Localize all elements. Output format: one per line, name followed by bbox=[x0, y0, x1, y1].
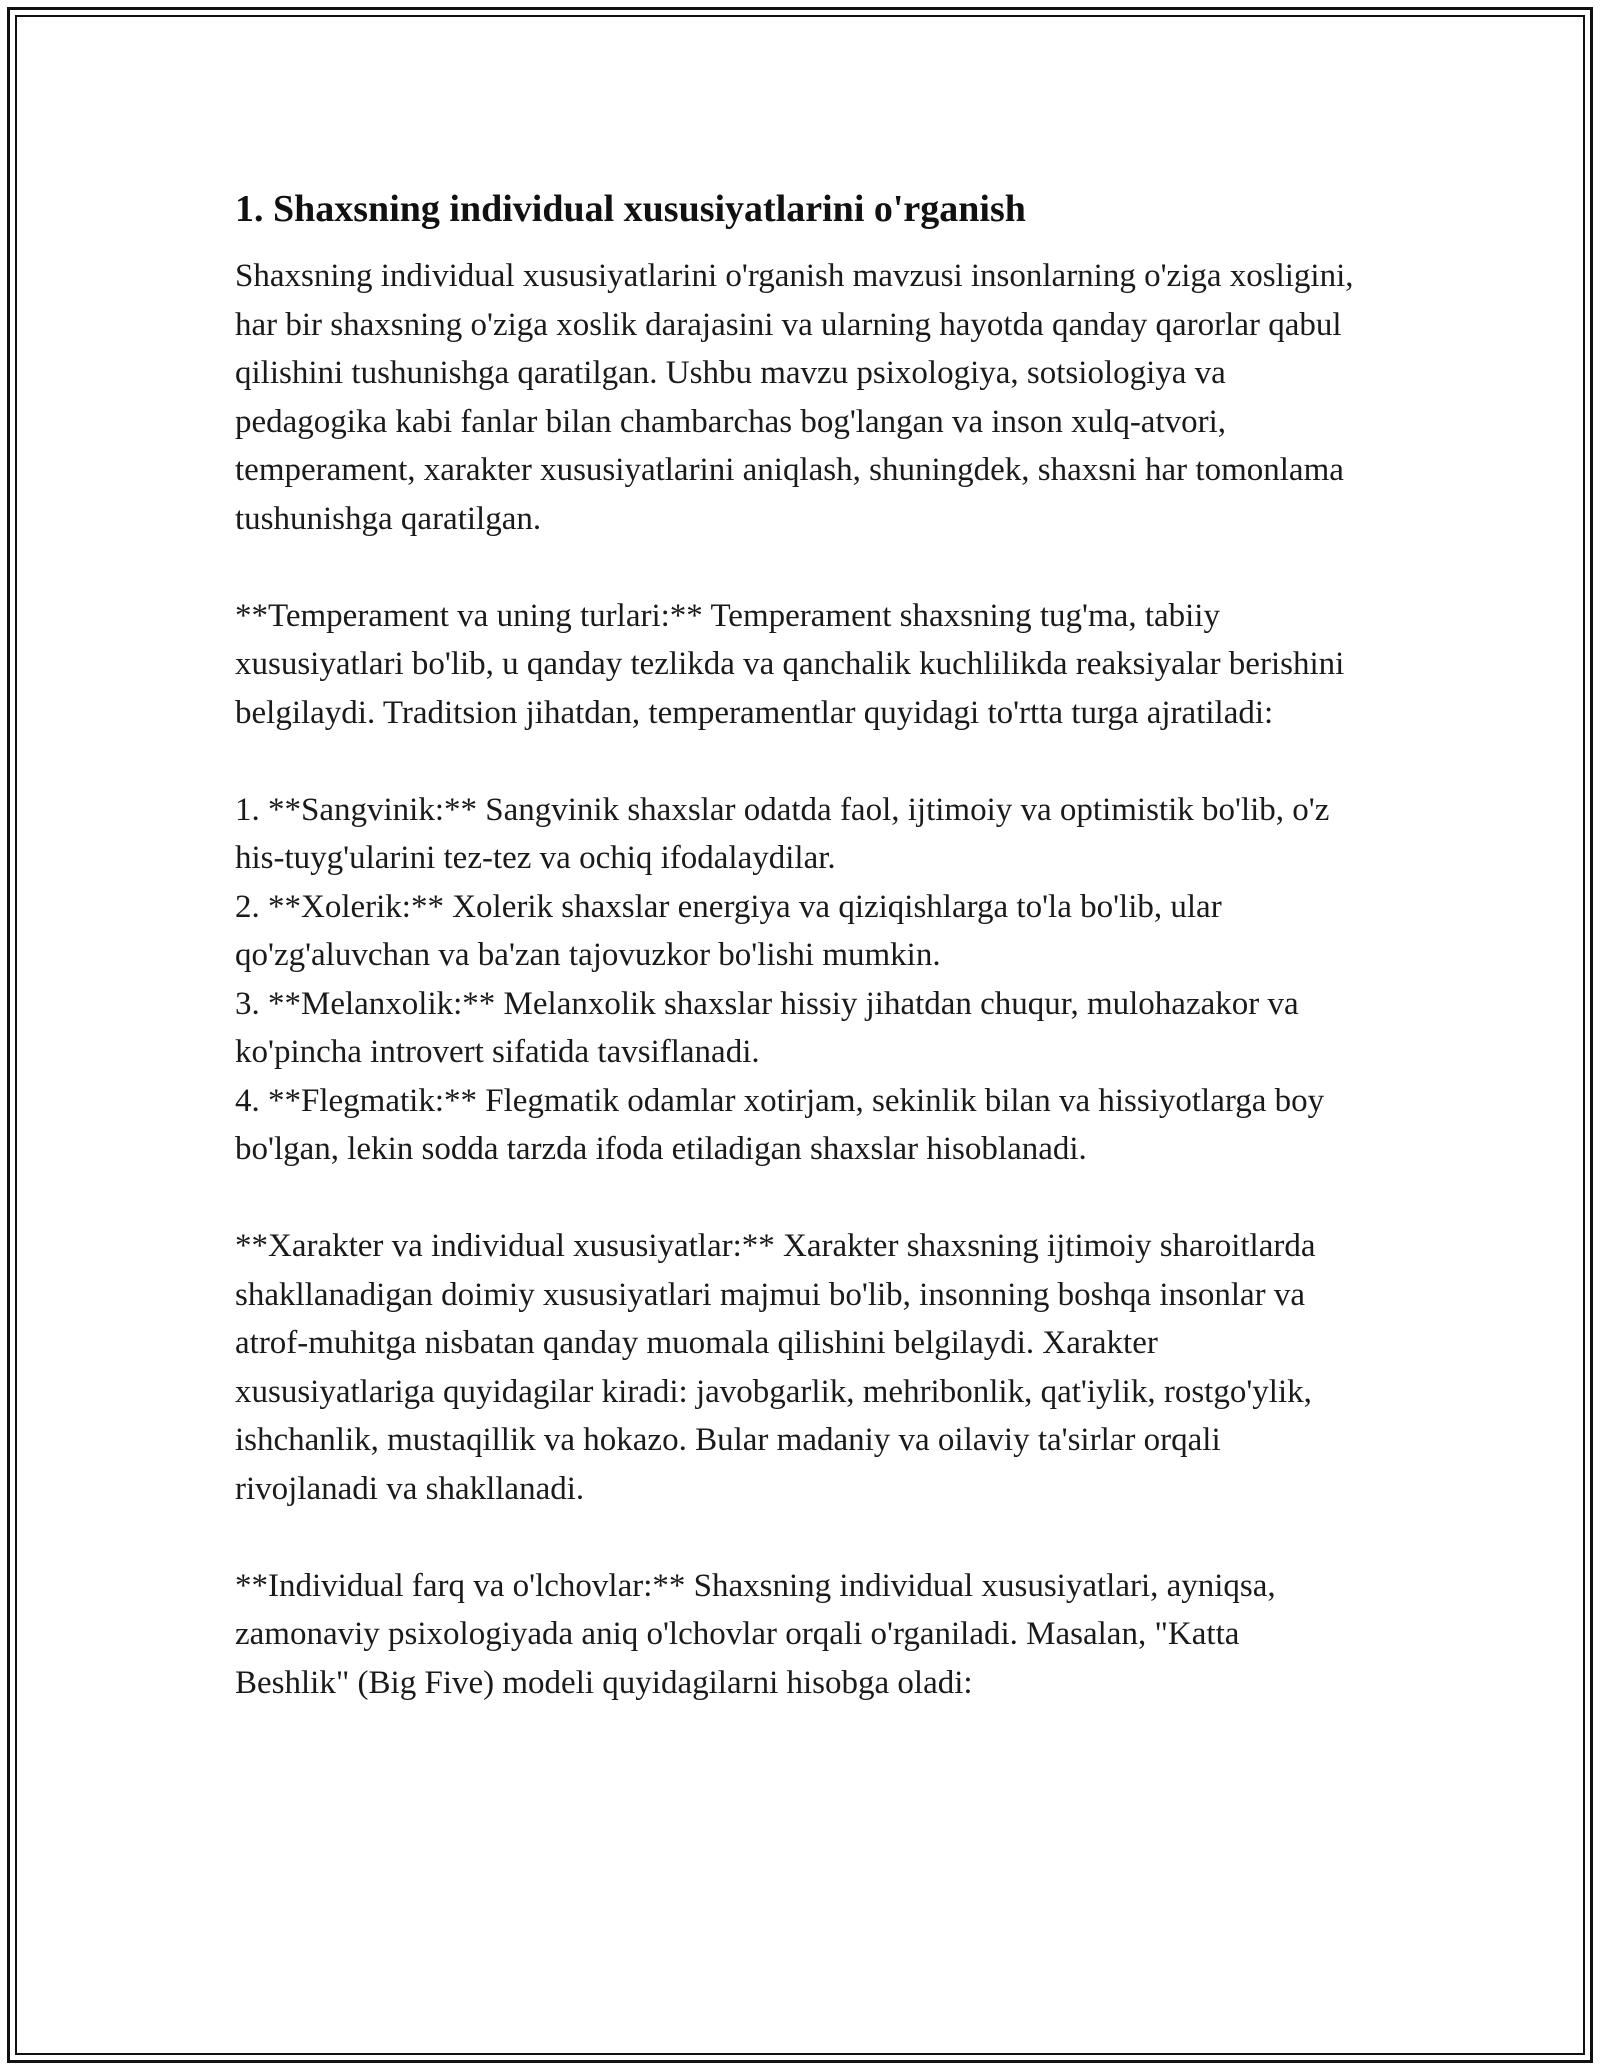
paragraph-spacer bbox=[235, 1174, 1355, 1223]
list-item-xolerik: 2. **Xolerik:** Xolerik shaxslar energiya va qiziqishlarga to'la bo'lib, ular qo'zg'aluvchan va ba'zan tajovuzkor bo'lishi mumkin. bbox=[235, 888, 1222, 973]
character-paragraph: **Xarakter va individual xususiyatlar:** Xarakter shaxsning ijtimoiy sharoitlarda shakllanadigan doimiy xususiyatlari majmui bo'lib, insonning boshqa insonlar va atrof-muhitga nisbatan qanday muomala qilishini belgilaydi. Xarakter xususiyatlariga quyidagilar kiradi: javobgarlik, mehribonlik, qat'iylik, rostgo'ylik, ishchanlik, mustaqillik va hokazo. Bular madaniy va oilaviy ta'sirlar orqali rivojlanadi va shakllanadi. bbox=[235, 1228, 1316, 1507]
paragraph-spacer bbox=[235, 1513, 1355, 1562]
list-item-melanxolik: 3. **Melanxolik:** Melanxolik shaxslar hissiy jihatdan chuqur, mulohazakor va ko'pincha introvert sifatida tavsiflanadi. bbox=[235, 985, 1299, 1070]
paragraph-spacer bbox=[235, 737, 1355, 786]
measures-paragraph: **Individual farq va o'lchovlar:** Shaxsning individual xususiyatlari, ayniqsa, zamonaviy psixologiyada aniq o'lchovlar orqali o'rganiladi. Masalan, "Katta Beshlik" (Big Five) modeli quyidagilarni hisobga oladi: bbox=[235, 1567, 1276, 1701]
page-title: 1. Shaxsning individual xususiyatlarini o'rganish bbox=[235, 188, 1026, 230]
list-item-flegmatik: 4. **Flegmatik:** Flegmatik odamlar xotirjam, sekinlik bilan va hissiyotlarga boy bo'lgan, lekin sodda tarzda ifoda etiladigan shaxslar hisoblanadi. bbox=[235, 1082, 1325, 1167]
document-body bbox=[235, 186, 1355, 1707]
paragraph-spacer bbox=[235, 543, 1355, 592]
temperament-paragraph: **Temperament va uning turlari:** Temperament shaxsning tug'ma, tabiiy xususiyatlari bo'lib, u qanday tezlikda va qanchalik kuchlilikda reaksiyalar berishini belgilaydi. Traditsion jihatdan, temperamentlar quyidagi to'rtta turga ajratiladi: bbox=[235, 597, 1345, 731]
intro-paragraph: Shaxsning individual xususiyatlarini o'rganish mavzusi insonlarning o'ziga xosligini, har bir shaxsning o'ziga xoslik darajasini va ularning hayotda qanday qarorlar qabul qilishini tushunishga qaratilgan. Ushbu mavzu psixologiya, sotsiologiya va pedagogika kabi fanlar bilan chambarchas bog'langan va inson xulq-atvori, temperament, xarakter xususiyatlarini aniqlash, shuningdek, shaxsni har tomonlama tushunishga qaratilgan. bbox=[235, 258, 1354, 537]
list-item-sangvinik: 1. **Sangvinik:** Sangvinik shaxslar odatda faol, ijtimoiy va optimistik bo'lib, o'z his-tuyg'ularini tez-tez va ochiq ifodalaydilar. bbox=[235, 791, 1330, 876]
